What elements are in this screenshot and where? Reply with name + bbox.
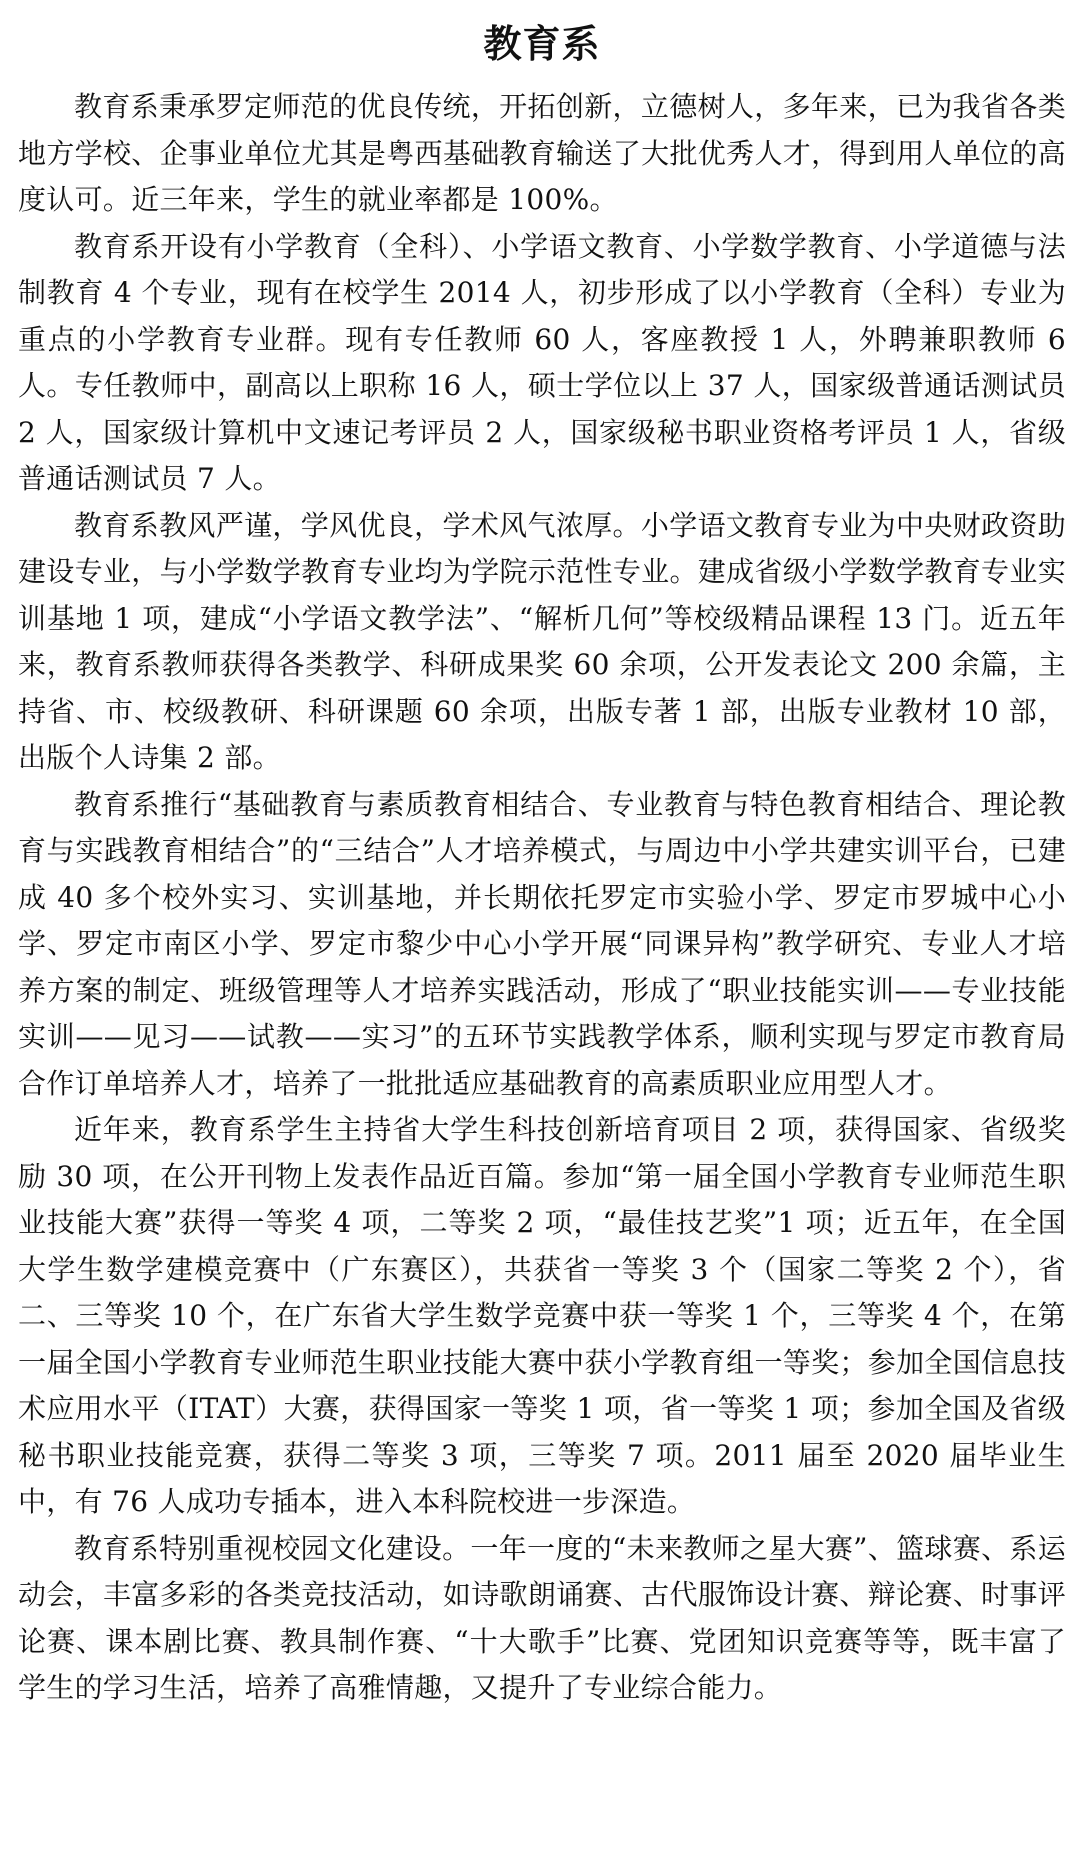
paragraph-training-model: 教育系推行“基础教育与素质教育相结合、专业教育与特色教育相结合、理论教育与实践教育相结合”的“三结合”人才培养模式，与周边中小学共建实训平台，已建成 40 多个校外实习、实训基地，并长期依托罗定市实验小学、罗定市罗城中心小学、罗定市南区小学、罗定市黎少中心小学开展“同课异构”教学研究、专业人才培养方案的制定、班级管理等人才培养实践活动，形成了“职业技能实训——专业技能实训——见习——试教——实习”的五环节实践教学体系，顺利实现与罗定市教育局合作订单培养人才，培养了一批批适应基础教育的高素质职业应用型人才。 [18, 787, 1066, 1100]
paragraph-teaching-research: 教育系教风严谨，学风优良，学术风气浓厚。小学语文教育专业为中央财政资助建设专业，与小学数学教育专业均为学院示范性专业。建成省级小学数学教育专业实训基地 1 项，建成“小学语文教学法”、“解析几何”等校级精品课程 13 门。近五年来，教育系教师获得各类教学、科研成果奖 60 余项，公开发表论文 200 余篇，主持省、市、校级教研、科研课题 60 余项，出版专著 1 部，出版专业教材 10 部，出版个人诗集 2 部。 [18, 508, 1066, 774]
paragraph-student-awards: 近年来，教育系学生主持省大学生科技创新培育项目 2 项，获得国家、省级奖励 30 项，在公开刊物上发表作品近百篇。参加“第一届全国小学教育专业师范生职业技能大赛”获得一等奖 4 项，二等奖 2 项，“最佳技艺奖”1 项；近五年，在全国大学生数学建模竞赛中（广东赛区），共获省一等奖 3 个（国家二等奖 2 个），省二、三等奖 10 个，在广东省大学生数学竞赛中获一等奖 1 个，三等奖 4 个，在第一届全国小学教育专业师范生职业技能大赛中获小学教育组一等奖；参加全国信息技术应用水平（ITAT）大赛，获得国家一等奖 1 项，省一等奖 1 项；参加全国及省级秘书职业技能竞赛，获得二等奖 3 项，三等奖 7 项。2011 届至 2020 届毕业生中，有 76 人成功专插本，进入本科院校进一步深造。 [18, 1113, 1066, 1518]
paragraph-majors-staff: 教育系开设有小学教育（全科）、小学语文教育、小学数学教育、小学道德与法制教育 4 个专业，现有在校学生 2014 人，初步形成了以小学教育（全科）专业为重点的小学教育专业群。现有专任教师 60 人，客座教授 1 人，外聘兼职教师 6 人。专任教师中，副高以上职称 16 人，硕士学位以上 37 人，国家级普通话测试员 2 人，国家级计算机中文速记考评员 2 人，国家级秘书职业资格考评员 1 人，省级普通话测试员 7 人。 [18, 229, 1066, 495]
paragraph-intro: 教育系秉承罗定师范的优良传统，开拓创新，立德树人，多年来，已为我省各类地方学校、企事业单位尤其是粤西基础教育输送了大批优秀人才，得到用人单位的高度认可。近三年来，学生的就业率都是 100%。 [18, 90, 1066, 216]
paragraph-campus-culture: 教育系特别重视校园文化建设。一年一度的“未来教师之星大赛”、篮球赛、系运动会，丰富多彩的各类竞技活动，如诗歌朗诵赛、古代服饰设计赛、辩论赛、时事评论赛、课本剧比赛、教具制作赛、“十大歌手”比赛、党团知识竞赛等等，既丰富了学生的学习生活，培养了高雅情趣，又提升了专业综合能力。 [18, 1531, 1066, 1704]
page-title: 教育系 [483, 22, 601, 66]
